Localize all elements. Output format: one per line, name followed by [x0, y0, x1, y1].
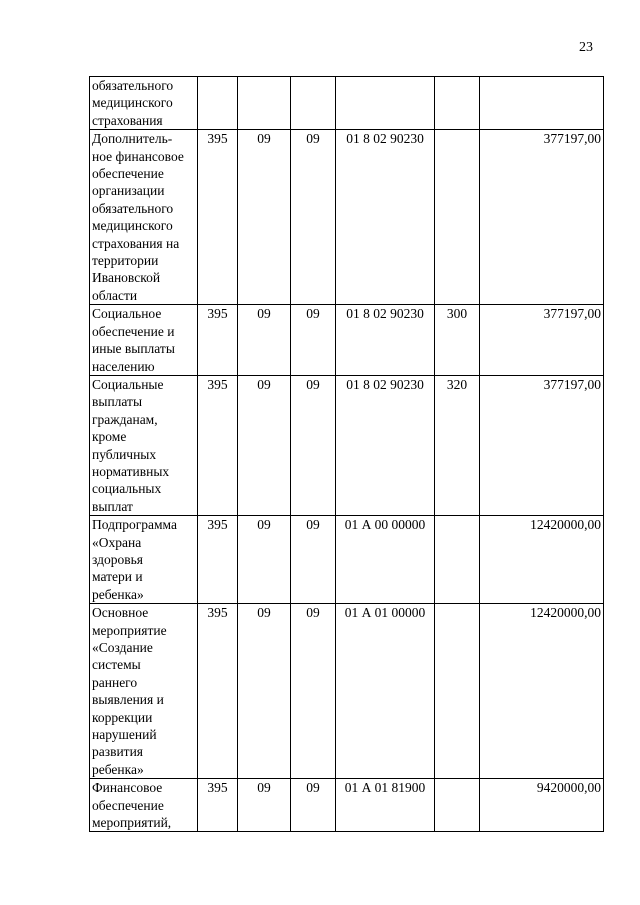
section-code-cell	[238, 77, 291, 130]
table-row	[90, 305, 604, 376]
target-article-cell: 01 А 01 81900	[336, 779, 435, 832]
item-name-line: развития	[92, 744, 144, 760]
target-article-cell: 01 8 02 90230	[336, 130, 435, 305]
item-name-line: обеспечение и	[92, 323, 175, 339]
amount-cell	[480, 77, 604, 130]
item-name-line: гражданам,	[92, 411, 158, 427]
target-article-cell: 01 А 00 00000	[336, 516, 435, 604]
ministry-code-cell: 395	[198, 516, 238, 604]
item-name-line: Финансовое	[92, 780, 163, 796]
item-name-line: нарушений	[92, 727, 157, 743]
item-name-line: кроме	[92, 429, 127, 445]
table-row	[90, 604, 604, 779]
item-name-line: раннего	[92, 674, 138, 690]
item-name-line: иные выплаты	[92, 341, 175, 357]
amount-cell: 9420000,00	[480, 779, 604, 832]
expense-type-cell: 320	[435, 375, 480, 515]
target-article-cell: 01 А 01 00000	[336, 604, 435, 779]
item-name-line: страхования на	[92, 235, 180, 251]
amount-cell: 12420000,00	[480, 604, 604, 779]
expense-type-cell	[435, 779, 480, 832]
subsection-code-cell: 09	[291, 130, 336, 305]
target-article-cell: 01 8 02 90230	[336, 375, 435, 515]
table-row	[90, 375, 604, 515]
section-code-cell: 09	[238, 375, 291, 515]
item-name-line: страхования	[92, 112, 163, 128]
item-name-line: обязательного	[92, 78, 174, 93]
subsection-code-cell: 09	[291, 305, 336, 376]
ministry-code-cell	[198, 77, 238, 130]
amount-cell: 377197,00	[480, 305, 604, 376]
section-code-cell: 09	[238, 779, 291, 832]
expense-type-cell: 300	[435, 305, 480, 376]
ministry-code-cell: 395	[198, 130, 238, 305]
item-name-line: публичных	[92, 446, 157, 462]
item-name-line: Основное	[92, 605, 149, 621]
item-name-line: мероприятие	[92, 622, 167, 638]
budget-table	[89, 76, 604, 832]
item-name-cell	[90, 305, 198, 376]
subsection-code-cell: 09	[291, 516, 336, 604]
section-code-cell: 09	[238, 604, 291, 779]
expense-type-cell	[435, 130, 480, 305]
expense-type-cell	[435, 516, 480, 604]
item-name-cell	[90, 516, 198, 604]
item-name-line: Дополнитель-	[92, 131, 173, 147]
section-code-cell: 09	[238, 305, 291, 376]
item-name-line: нормативных	[92, 463, 170, 479]
item-name-cell	[90, 604, 198, 779]
target-article-cell	[336, 77, 435, 130]
item-name-line: ребенка»	[92, 761, 144, 777]
item-name-cell	[90, 779, 198, 832]
ministry-code-cell: 395	[198, 779, 238, 832]
ministry-code-cell: 395	[198, 305, 238, 376]
item-name-line: обязательного	[92, 200, 174, 216]
item-name-line: медицинского	[92, 95, 173, 111]
item-name-line: выплат	[92, 498, 133, 514]
item-name-line: ребенка»	[92, 586, 144, 602]
item-name-line: Социальные	[92, 376, 164, 392]
subsection-code-cell: 09	[291, 779, 336, 832]
item-name-cell	[90, 77, 198, 130]
item-name-line: матери и	[92, 569, 143, 585]
table-row	[90, 779, 604, 832]
item-name-line: организации	[92, 183, 165, 199]
item-name-line: здоровья	[92, 551, 143, 567]
ministry-code-cell: 395	[198, 375, 238, 515]
item-name-line: выявления и	[92, 692, 164, 708]
item-name-line: населению	[92, 358, 155, 374]
expense-type-cell	[435, 604, 480, 779]
item-name-line: области	[92, 287, 138, 303]
item-name-line: «Охрана	[92, 534, 142, 550]
item-name-line: коррекции	[92, 709, 153, 725]
ministry-code-cell: 395	[198, 604, 238, 779]
item-name-line: социальных	[92, 481, 162, 497]
section-code-cell: 09	[238, 130, 291, 305]
item-name-line: обеспечение	[92, 797, 164, 813]
section-code-cell: 09	[238, 516, 291, 604]
page-number: 23	[579, 40, 593, 55]
item-name-line: территории	[92, 253, 159, 269]
item-name-line: Социальное	[92, 306, 162, 322]
table-row	[90, 130, 604, 305]
item-name-line: «Создание	[92, 640, 153, 655]
item-name-cell	[90, 130, 198, 305]
subsection-code-cell: 09	[291, 375, 336, 515]
item-name-line: системы	[92, 657, 141, 673]
amount-cell: 377197,00	[480, 375, 604, 515]
subsection-code-cell	[291, 77, 336, 130]
item-name-line: выплаты	[92, 394, 143, 410]
item-name-line: мероприятий,	[92, 815, 172, 831]
expense-type-cell	[435, 77, 480, 130]
table-row	[90, 516, 604, 604]
item-name-line: ное финансовое	[92, 148, 184, 164]
table-row	[90, 77, 604, 130]
item-name-line: медицинского	[92, 218, 173, 234]
item-name-line: Подпрограмма	[92, 517, 177, 533]
item-name-line: Ивановской	[92, 270, 161, 286]
target-article-cell: 01 8 02 90230	[336, 305, 435, 376]
budget-table-body	[90, 77, 604, 832]
subsection-code-cell: 09	[291, 604, 336, 779]
item-name-cell	[90, 375, 198, 515]
item-name-line: обеспечение	[92, 166, 164, 182]
amount-cell: 12420000,00	[480, 516, 604, 604]
amount-cell: 377197,00	[480, 130, 604, 305]
